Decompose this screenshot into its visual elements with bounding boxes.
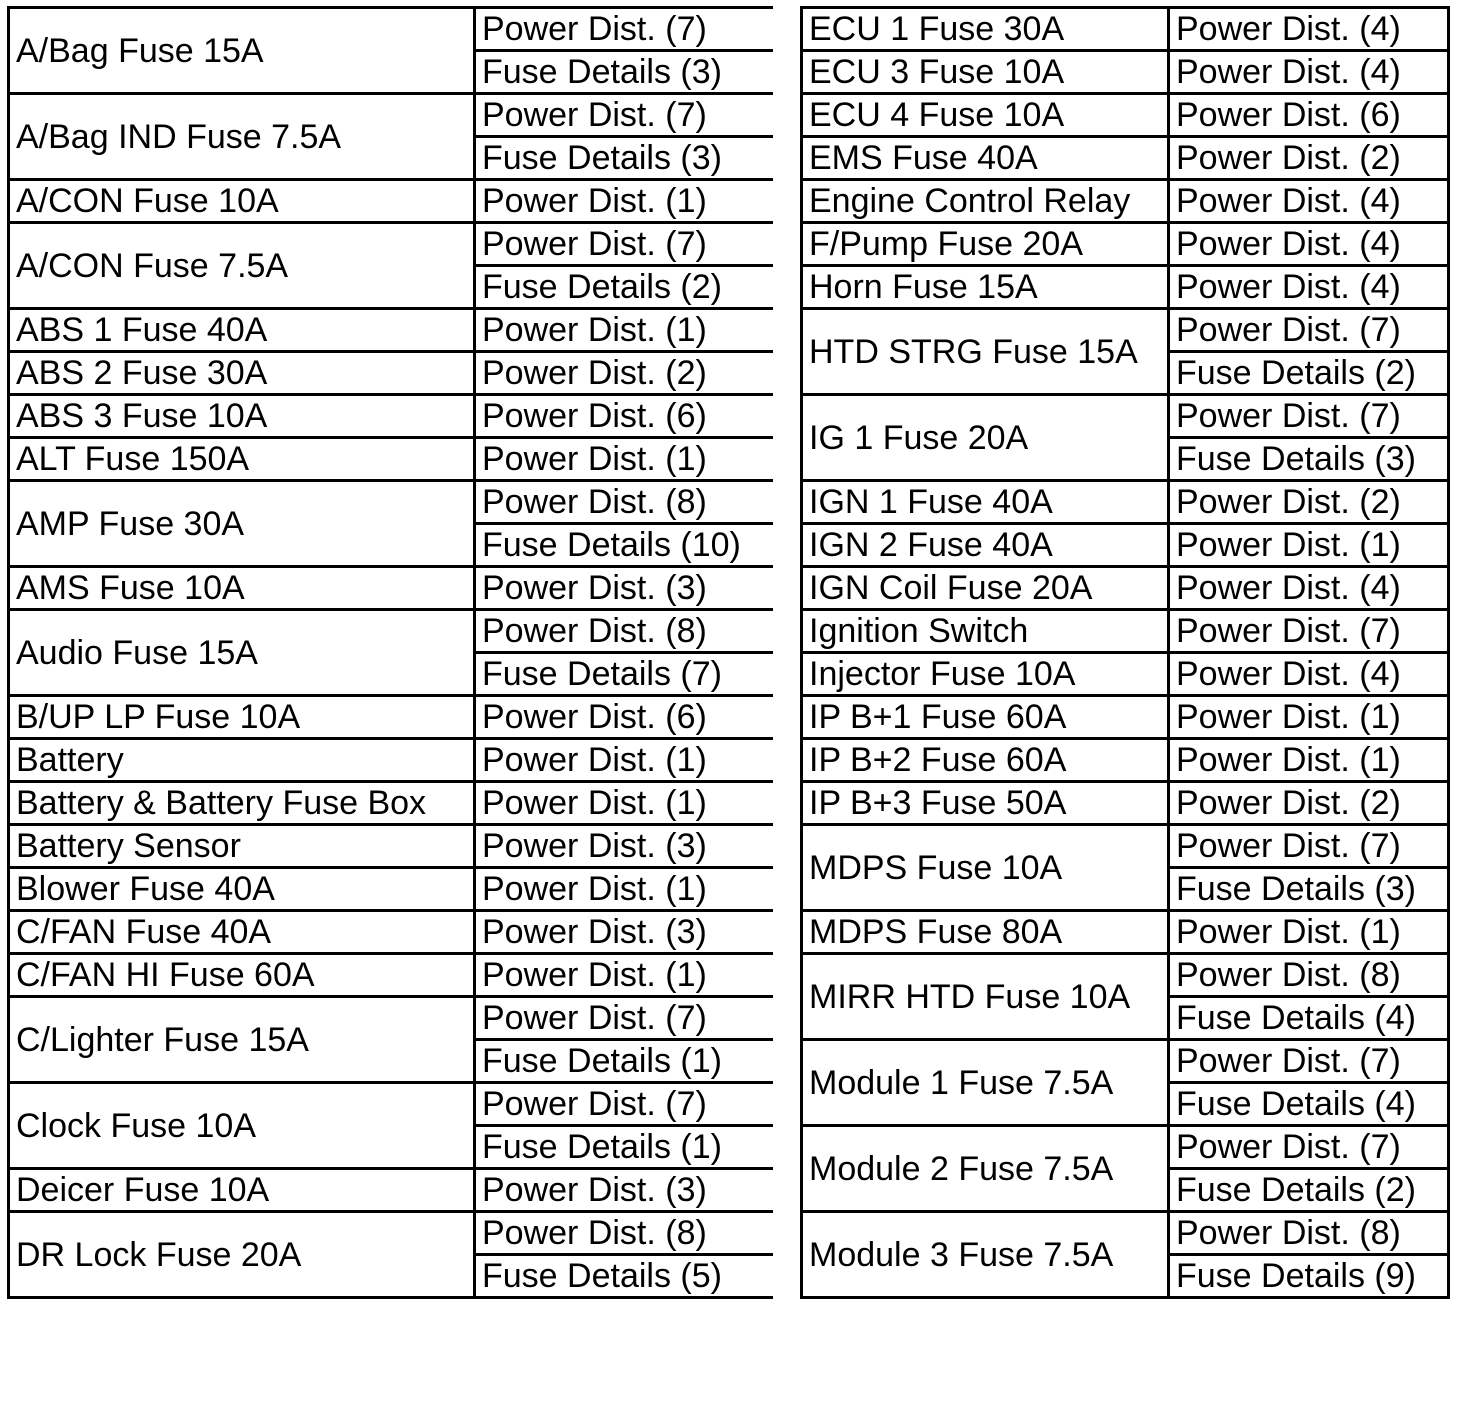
component-name: C/FAN HI Fuse 60A	[9, 954, 475, 997]
location-reference: Fuse Details (3)	[1169, 438, 1449, 481]
location-reference: Power Dist. (4)	[1169, 51, 1449, 94]
location-reference: Fuse Details (3)	[1169, 868, 1449, 911]
component-name: ECU 1 Fuse 30A	[802, 8, 1169, 51]
component-name: MIRR HTD Fuse 10A	[802, 954, 1169, 1040]
component-name: MDPS Fuse 80A	[802, 911, 1169, 954]
table-row	[802, 954, 1449, 997]
table-row	[802, 1126, 1449, 1169]
column-gap	[773, 6, 800, 1399]
component-name: Battery Sensor	[9, 825, 475, 868]
fuse-index-table-right	[800, 6, 1450, 1299]
component-name: MDPS Fuse 10A	[802, 825, 1169, 911]
component-name: Audio Fuse 15A	[9, 610, 475, 696]
location-reference: Power Dist. (7)	[1169, 1040, 1449, 1083]
table-row	[9, 438, 775, 481]
location-reference: Power Dist. (2)	[475, 352, 775, 395]
component-name: ABS 3 Fuse 10A	[9, 395, 475, 438]
table-row	[9, 954, 775, 997]
table-row	[802, 524, 1449, 567]
location-reference: Fuse Details (4)	[1169, 1083, 1449, 1126]
component-name: IGN 2 Fuse 40A	[802, 524, 1169, 567]
table-row	[9, 997, 775, 1040]
location-reference: Power Dist. (1)	[475, 954, 775, 997]
table-row	[9, 868, 775, 911]
table-row	[9, 180, 775, 223]
location-reference: Power Dist. (1)	[1169, 524, 1449, 567]
component-name: IG 1 Fuse 20A	[802, 395, 1169, 481]
table-row	[802, 395, 1449, 438]
component-name: Blower Fuse 40A	[9, 868, 475, 911]
table-row	[802, 825, 1449, 868]
location-reference: Power Dist. (7)	[475, 94, 775, 137]
location-reference: Power Dist. (6)	[475, 395, 775, 438]
fuse-index-table-left	[7, 6, 776, 1299]
table-row	[802, 51, 1449, 94]
table-row	[9, 911, 775, 954]
table-row	[9, 481, 775, 524]
table-row	[802, 266, 1449, 309]
component-name: Battery	[9, 739, 475, 782]
table-row	[9, 782, 775, 825]
component-name: A/CON Fuse 10A	[9, 180, 475, 223]
location-reference: Power Dist. (8)	[475, 1212, 775, 1255]
table-row	[9, 8, 775, 51]
component-name: IP B+1 Fuse 60A	[802, 696, 1169, 739]
location-reference: Power Dist. (7)	[475, 997, 775, 1040]
component-name: A/CON Fuse 7.5A	[9, 223, 475, 309]
component-name: ALT Fuse 150A	[9, 438, 475, 481]
location-reference: Power Dist. (8)	[1169, 954, 1449, 997]
location-reference: Power Dist. (7)	[1169, 610, 1449, 653]
location-reference: Power Dist. (6)	[1169, 94, 1449, 137]
location-reference: Power Dist. (1)	[1169, 696, 1449, 739]
component-name: Horn Fuse 15A	[802, 266, 1169, 309]
component-name: ABS 2 Fuse 30A	[9, 352, 475, 395]
table-row	[802, 782, 1449, 825]
location-reference: Power Dist. (7)	[1169, 1126, 1449, 1169]
table-row	[9, 1212, 775, 1255]
table-row	[9, 223, 775, 266]
location-reference: Power Dist. (8)	[1169, 1212, 1449, 1255]
table-row	[802, 223, 1449, 266]
component-name: ECU 3 Fuse 10A	[802, 51, 1169, 94]
component-name: IGN 1 Fuse 40A	[802, 481, 1169, 524]
component-name: ABS 1 Fuse 40A	[9, 309, 475, 352]
location-reference: Power Dist. (2)	[1169, 137, 1449, 180]
table-row	[802, 137, 1449, 180]
location-reference: Power Dist. (4)	[1169, 223, 1449, 266]
table-row	[9, 696, 775, 739]
component-name: C/FAN Fuse 40A	[9, 911, 475, 954]
component-name: Deicer Fuse 10A	[9, 1169, 475, 1212]
location-reference: Power Dist. (7)	[475, 223, 775, 266]
table-row	[802, 739, 1449, 782]
location-reference: Fuse Details (10)	[475, 524, 775, 567]
component-name: Clock Fuse 10A	[9, 1083, 475, 1169]
table-row	[9, 352, 775, 395]
component-name: Module 2 Fuse 7.5A	[802, 1126, 1169, 1212]
location-reference: Power Dist. (1)	[475, 309, 775, 352]
table-row	[9, 1169, 775, 1212]
table-row	[9, 395, 775, 438]
component-name: Engine Control Relay	[802, 180, 1169, 223]
location-reference: Power Dist. (1)	[475, 180, 775, 223]
location-reference: Power Dist. (3)	[475, 911, 775, 954]
component-name: AMS Fuse 10A	[9, 567, 475, 610]
component-name: C/Lighter Fuse 15A	[9, 997, 475, 1083]
component-name: IP B+2 Fuse 60A	[802, 739, 1169, 782]
location-reference: Power Dist. (7)	[1169, 825, 1449, 868]
location-reference: Power Dist. (4)	[1169, 180, 1449, 223]
table-row	[802, 567, 1449, 610]
location-reference: Power Dist. (8)	[475, 610, 775, 653]
component-name: Module 3 Fuse 7.5A	[802, 1212, 1169, 1298]
table-row	[9, 309, 775, 352]
location-reference: Power Dist. (1)	[475, 438, 775, 481]
location-reference: Power Dist. (7)	[1169, 309, 1449, 352]
table-row	[802, 8, 1449, 51]
location-reference: Power Dist. (1)	[1169, 911, 1449, 954]
table-row	[802, 180, 1449, 223]
component-name: ECU 4 Fuse 10A	[802, 94, 1169, 137]
table-row	[802, 481, 1449, 524]
table-row	[9, 610, 775, 653]
component-name: Battery & Battery Fuse Box	[9, 782, 475, 825]
component-name: DR Lock Fuse 20A	[9, 1212, 475, 1298]
component-name: F/Pump Fuse 20A	[802, 223, 1169, 266]
location-reference: Power Dist. (7)	[1169, 395, 1449, 438]
table-row	[802, 696, 1449, 739]
location-reference: Power Dist. (4)	[1169, 653, 1449, 696]
component-name: A/Bag IND Fuse 7.5A	[9, 94, 475, 180]
component-name: Ignition Switch	[802, 610, 1169, 653]
location-reference: Fuse Details (1)	[475, 1126, 775, 1169]
location-reference: Power Dist. (4)	[1169, 8, 1449, 51]
location-reference: Power Dist. (7)	[475, 8, 775, 51]
location-reference: Fuse Details (2)	[1169, 352, 1449, 395]
component-name: Module 1 Fuse 7.5A	[802, 1040, 1169, 1126]
location-reference: Fuse Details (3)	[475, 51, 775, 94]
component-name: EMS Fuse 40A	[802, 137, 1169, 180]
table-row	[802, 610, 1449, 653]
location-reference: Power Dist. (1)	[475, 739, 775, 782]
location-reference: Power Dist. (3)	[475, 567, 775, 610]
component-name: B/UP LP Fuse 10A	[9, 696, 475, 739]
table-row	[802, 653, 1449, 696]
location-reference: Power Dist. (4)	[1169, 266, 1449, 309]
location-reference: Fuse Details (2)	[1169, 1169, 1449, 1212]
component-name: Injector Fuse 10A	[802, 653, 1169, 696]
component-name: IGN Coil Fuse 20A	[802, 567, 1169, 610]
table-row	[9, 739, 775, 782]
location-reference: Fuse Details (2)	[475, 266, 775, 309]
location-reference: Power Dist. (4)	[1169, 567, 1449, 610]
table-row	[802, 911, 1449, 954]
location-reference: Fuse Details (1)	[475, 1040, 775, 1083]
component-name: AMP Fuse 30A	[9, 481, 475, 567]
location-reference: Power Dist. (1)	[475, 868, 775, 911]
table-row	[802, 309, 1449, 352]
table-row	[9, 567, 775, 610]
component-name: IP B+3 Fuse 50A	[802, 782, 1169, 825]
table-row	[802, 1040, 1449, 1083]
table-row	[802, 1212, 1449, 1255]
location-reference: Fuse Details (5)	[475, 1255, 775, 1298]
component-name: A/Bag Fuse 15A	[9, 8, 475, 94]
table-row	[802, 94, 1449, 137]
location-reference: Power Dist. (6)	[475, 696, 775, 739]
location-reference: Power Dist. (3)	[475, 1169, 775, 1212]
location-reference: Fuse Details (7)	[475, 653, 775, 696]
component-name: HTD STRG Fuse 15A	[802, 309, 1169, 395]
table-row	[9, 94, 775, 137]
table-row	[9, 1083, 775, 1126]
location-reference: Power Dist. (1)	[475, 782, 775, 825]
location-reference: Power Dist. (2)	[1169, 481, 1449, 524]
table-row	[9, 825, 775, 868]
location-reference: Power Dist. (7)	[475, 1083, 775, 1126]
location-reference: Power Dist. (8)	[475, 481, 775, 524]
location-reference: Fuse Details (3)	[475, 137, 775, 180]
location-reference: Fuse Details (9)	[1169, 1255, 1449, 1298]
location-reference: Power Dist. (3)	[475, 825, 775, 868]
location-reference: Power Dist. (1)	[1169, 739, 1449, 782]
location-reference: Power Dist. (2)	[1169, 782, 1449, 825]
location-reference: Fuse Details (4)	[1169, 997, 1449, 1040]
